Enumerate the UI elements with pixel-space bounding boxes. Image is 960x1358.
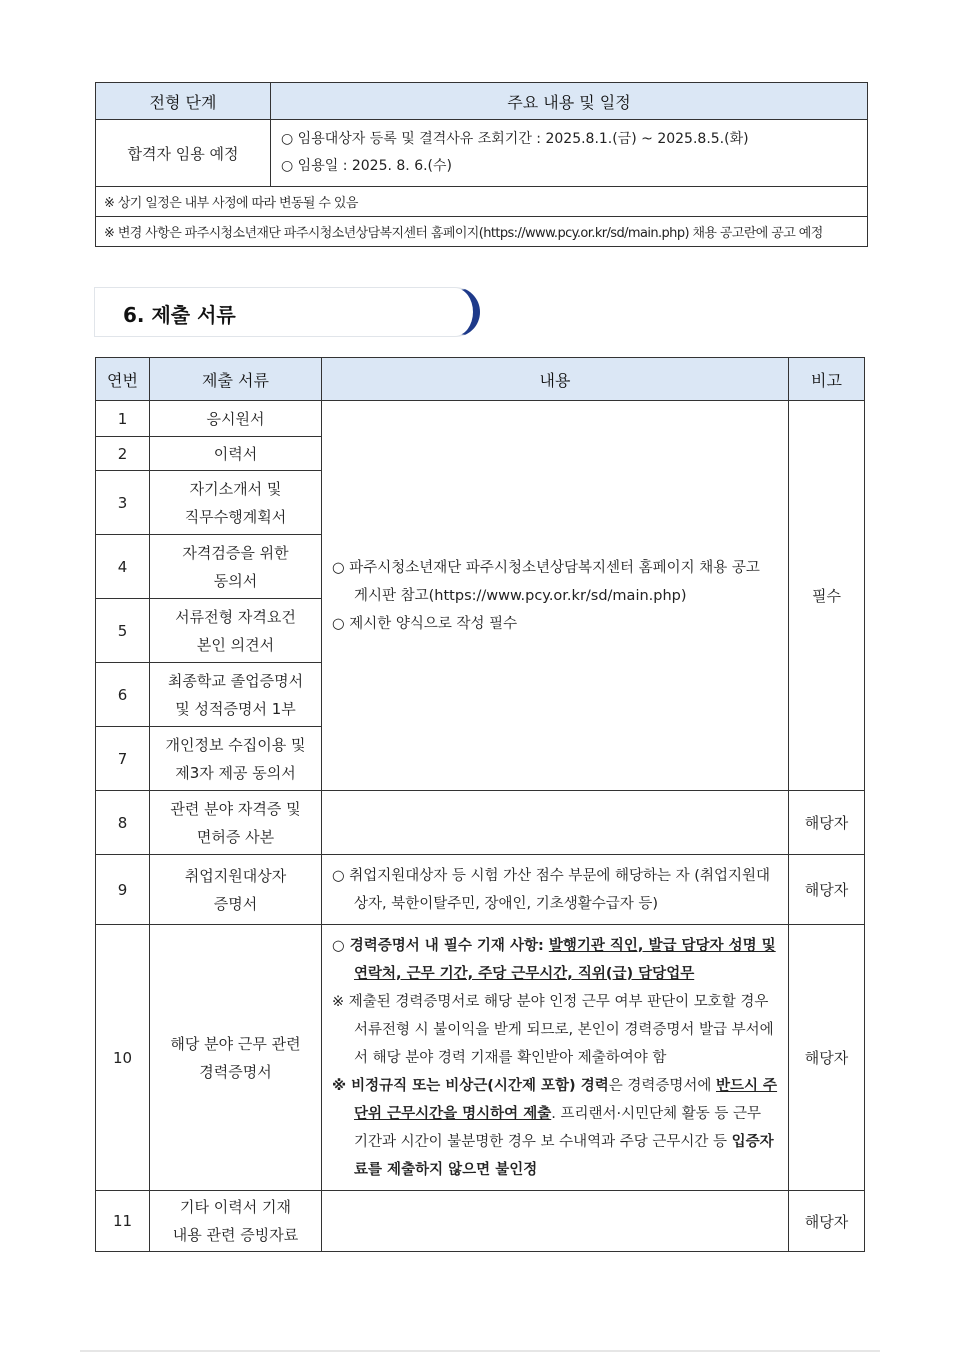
row-no: 11	[96, 1191, 150, 1252]
schedule-item: ○ 임용대상자 등록 및 결격사유 조회기간 : 2025.8.1.(금) ~ 2025.8.5.(화)	[281, 131, 749, 147]
row-name-line: 및 성적증명서 1부	[175, 699, 296, 718]
group-content-item: ○ 제시한 양식으로 작성 필수	[332, 615, 518, 632]
schedule-desc	[271, 120, 868, 187]
career-required-list: 발행기관 직인, 발급 담당자 성명 및 연락처, 근무 기간, 주당 근무시간, 직위(급) 담당업무	[354, 937, 776, 982]
row-name-line: 관련 분야 자격증 및	[170, 799, 301, 818]
row-name-line: 이력서	[213, 444, 258, 463]
header-name: 제출 서류	[150, 358, 322, 401]
row-name-line: 제3자 제공 동의서	[175, 763, 296, 782]
career-parttime-note	[332, 1072, 778, 1184]
row-note: 해당자	[789, 855, 865, 925]
parttime-end: 입증자료를 제출하지 않으면 불인정	[354, 1133, 774, 1178]
row-name-line: 면허증 사본	[196, 827, 275, 846]
row-content-empty	[322, 1191, 789, 1252]
parttime-text: 은 경력증명서에	[608, 1077, 716, 1094]
table-row	[96, 791, 865, 855]
row-no: 4	[96, 535, 150, 599]
row-content-empty	[322, 791, 789, 855]
row-name-line: 직무수행계획서	[184, 507, 287, 526]
row-name	[150, 727, 322, 791]
row-note: 해당자	[789, 1191, 865, 1252]
section-heading	[94, 287, 480, 337]
parttime-label: ※ 비정규직 또는 비상근(시간제 포함) 경력	[332, 1077, 609, 1094]
row-name	[150, 471, 322, 535]
row-content	[322, 855, 789, 925]
row-name-line: 증명서	[213, 894, 258, 913]
row-name-line: 자기소개서 및	[189, 479, 282, 498]
row-name-line: 내용 관련 증빙자료	[172, 1226, 299, 1244]
row-no: 5	[96, 599, 150, 663]
row-name-line: 자격검증을 위한	[182, 543, 289, 562]
row-name-line: 동의서	[213, 571, 258, 590]
career-required-items	[332, 932, 778, 988]
table-row	[96, 855, 865, 925]
row-no: 8	[96, 791, 150, 855]
table-row	[96, 925, 865, 1191]
schedule-table	[95, 82, 868, 247]
row-no: 3	[96, 471, 150, 535]
row-name	[150, 401, 322, 437]
schedule-item: ○ 임용일 : 2025. 8. 6.(수)	[281, 158, 452, 174]
schedule-note: ※ 상기 일정은 내부 사정에 따라 변동될 수 있음	[96, 187, 868, 217]
row-content-text: ○ 취업지원대상자 등 시험 가산 점수 부문에 해당하는 자 (취업지원대상자, 북한이탈주민, 장애인, 기초생활수급자 등)	[332, 867, 770, 912]
table-row	[96, 1191, 865, 1252]
parttime-rest: . 프리랜서·시민단체 활동 등 근무 기간과 시간이 불분명한 경우 보 수내역과 주당 근무시간 등	[354, 1105, 761, 1150]
row-name-line: 기타 이력서 기재	[180, 1198, 291, 1216]
row-name-line: 경력증명서	[199, 1062, 272, 1081]
row-name	[150, 599, 322, 663]
group-content-item: ○ 파주시청소년재단 파주시청소년상담복지센터 홈페이지 채용 공고 게시판 참고(https://www.pcy.or.kr/sd/main.php)	[332, 559, 760, 604]
row-name-line: 서류전형 자격요건	[175, 607, 296, 626]
row-name-line: 해당 분야 근무 관련	[170, 1034, 301, 1053]
row-note: 해당자	[789, 791, 865, 855]
parttime-emphasis: 반드시 주 단위 근무시간을 명시하여 제출	[354, 1077, 778, 1122]
schedule-note: ※ 변경 사항은 파주시청소년재단 파주시청소년상담복지센터 홈페이지(https://www.pcy.or.kr/sd/main.php) 채용 공고란에 공고 예정	[96, 217, 868, 247]
row-name	[150, 535, 322, 599]
career-required-label: ○ 경력증명서 내 필수 기재 사항:	[332, 937, 549, 954]
group-note: 필수	[789, 401, 865, 791]
page-bottom-rule	[80, 1350, 880, 1352]
row-name	[150, 437, 322, 471]
table-row	[96, 401, 865, 437]
row-name	[150, 855, 322, 925]
header-no: 연번	[96, 358, 150, 401]
row-no: 6	[96, 663, 150, 727]
row-name-line: 응시원서	[206, 409, 265, 428]
schedule-header-content: 주요 내용 및 일정	[271, 83, 868, 120]
header-note: 비고	[789, 358, 865, 401]
row-name	[150, 663, 322, 727]
schedule-stage: 합격자 임용 예정	[96, 120, 271, 187]
row-no: 1	[96, 401, 150, 437]
row-name-line: 취업지원대상자	[184, 866, 287, 885]
row-no: 7	[96, 727, 150, 791]
career-ambiguity-note: ※ 제출된 경력증명서로 해당 분야 인정 근무 여부 판단이 모호할 경우 서류전형 시 불이익을 받게 되므로, 본인이 경력증명서 발급 부서에서 해당 분야 경력 기재를 확인받아 제출하여야 함	[332, 993, 774, 1066]
row-name-line: 본인 의견서	[196, 635, 275, 654]
row-name-line: 개인정보 수집이용 및	[165, 735, 306, 754]
row-no: 9	[96, 855, 150, 925]
row-name	[150, 791, 322, 855]
row-name	[150, 925, 322, 1191]
group-content	[322, 401, 789, 791]
documents-table	[95, 357, 865, 1252]
row-name	[150, 1191, 322, 1252]
section-title: 6. 제출 서류	[123, 303, 236, 327]
row-name-line: 최종학교 졸업증명서	[167, 671, 304, 690]
schedule-header-stage: 전형 단계	[96, 83, 271, 120]
row-no: 2	[96, 437, 150, 471]
row-note: 해당자	[789, 925, 865, 1191]
row-content	[322, 925, 789, 1191]
header-content: 내용	[322, 358, 789, 401]
row-no: 10	[96, 925, 150, 1191]
